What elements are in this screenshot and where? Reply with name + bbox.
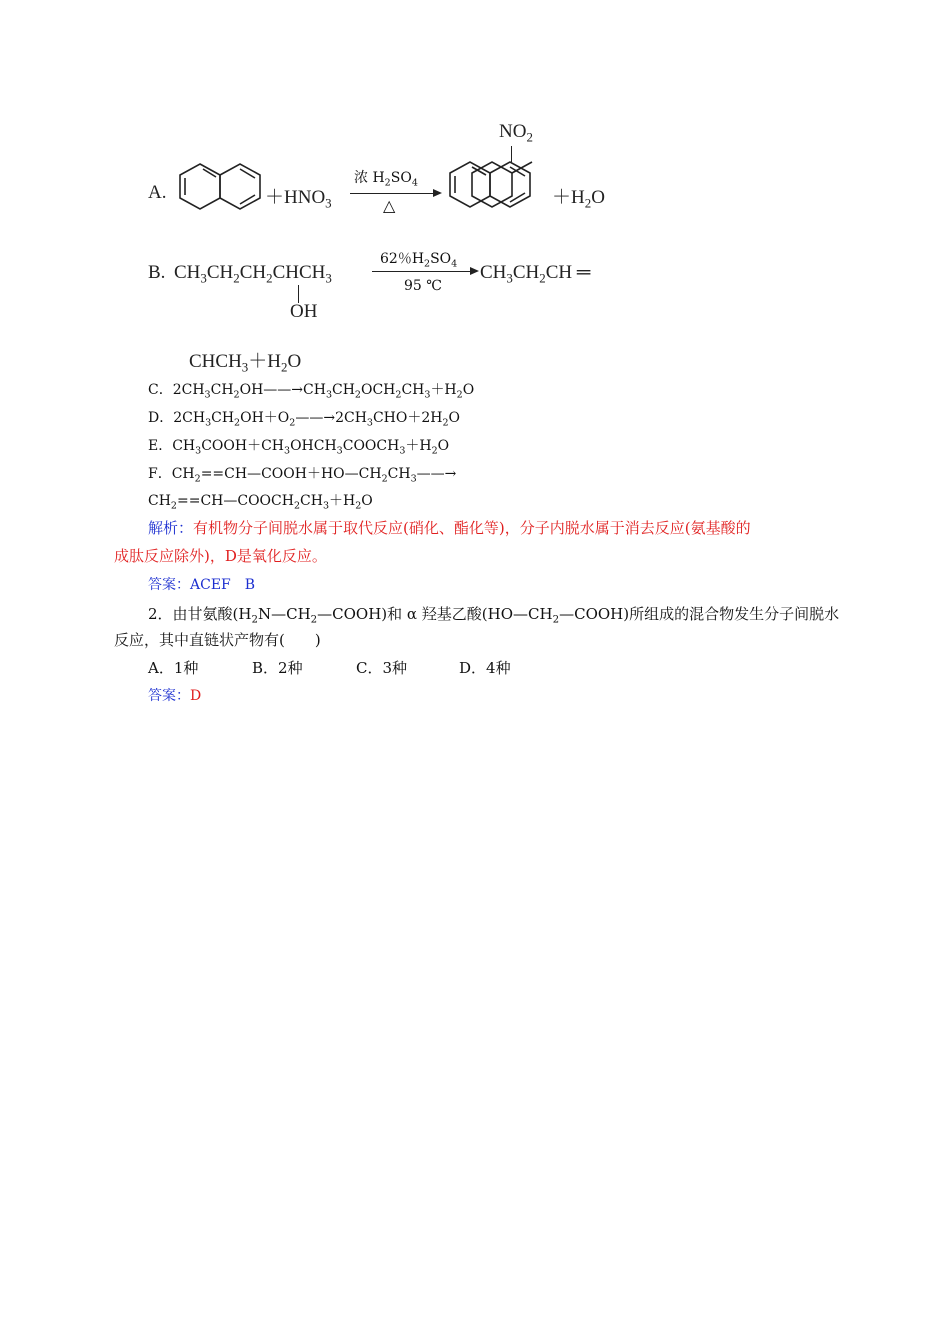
arrow-head-a (433, 189, 442, 197)
nitronaphthalene-structure-product (446, 158, 534, 220)
answer-1: 答案：ACEF B (148, 577, 256, 593)
condition-conc-h2so4: 浓 $H_2SO_4$ (354, 170, 418, 189)
question-2-line1: 2．由甘氨酸$(H_2N—CH_2—COOH)$和 α 羟基乙酸$(HO—CH_2—COOH)$所组成的混合物发生分子间脱水 (148, 605, 840, 626)
question-2-option-a: A．1种 (148, 659, 199, 677)
condition-heat: △ (383, 196, 396, 215)
question-2-option-c: C．3种 (356, 659, 408, 677)
condition-95c: 95 ℃ (404, 278, 442, 294)
question-2-option-b: B．2种 (252, 659, 303, 677)
nitro-group-label: $NO_2$ (499, 121, 533, 145)
question-2-line2: 反应，其中直链状产物有( ) (114, 631, 321, 649)
product-water-a: $+H_2O$ (552, 187, 605, 211)
product-butene-line2: $CHCH_3+H_2O$ (189, 351, 302, 375)
reaction-e: E．$CH_3COOH+CH_3OHCH_3COOCH_3+H_2O$ (148, 438, 450, 457)
reaction-f-line2: $CH_2==CH—COOCH_2CH_3+H_2O$ (148, 493, 373, 512)
reaction-d: D．$2CH_3CH_2OH+O_2——\to 2CH_3CHO+2H_2O$ (148, 410, 461, 429)
reaction-b-label: B. (148, 262, 166, 283)
reaction-f-line1: F．$CH_2==CH—COOH+HO—CH_2CH_3——\to$ (148, 466, 457, 485)
product-butene: $CH_3CH_2CH$ ═ (480, 262, 591, 286)
condition-62-h2so4: 62％$H_2SO_4$ (380, 251, 458, 270)
reaction-a-label: A. (148, 182, 167, 203)
reaction-c: C．$2CH_3CH_2OH——\to CH_3CH_2OCH_2CH_3+H_2O$ (148, 382, 475, 401)
question-2-option-d: D．4种 (459, 659, 511, 677)
hydroxyl-label: OH (290, 301, 318, 322)
answer-2: 答案：D (148, 688, 202, 704)
reaction-arrow-b (372, 271, 472, 272)
reactant-2-butanol: $CH_3CH_2CH_2CHCH_3$ (174, 262, 332, 286)
reagent-hno3: $+HNO_3$ (265, 187, 332, 211)
reaction-arrow-a (350, 193, 435, 194)
arrow-head-b (470, 267, 479, 275)
analysis-label: 解析： (148, 519, 194, 537)
analysis-line1: 解析：有机物分子间脱水属于取代反应(硝化、酯化等)，分子内脱水属于消去反应(氨基酸的 (148, 519, 751, 537)
analysis-line2: 成肽反应除外)，D是氧化反应。 (114, 547, 327, 565)
naphthalene-structure-reactant (174, 160, 262, 222)
